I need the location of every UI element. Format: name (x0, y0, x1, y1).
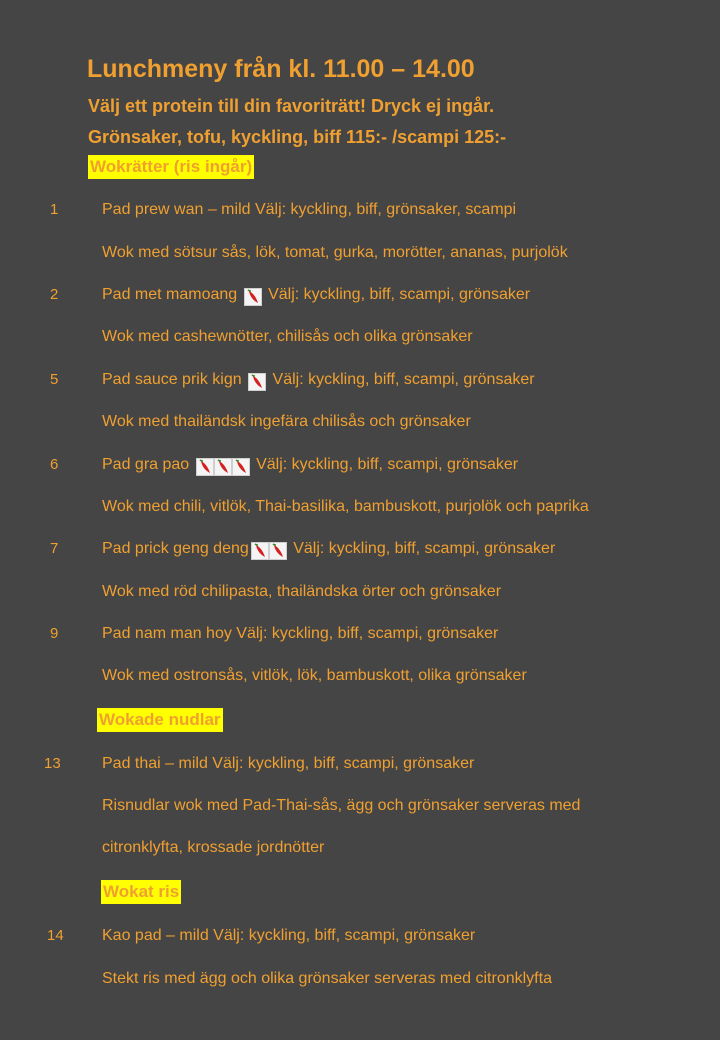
item-description: Wok med cashewnötter, chilisås och olika grönsaker (102, 328, 473, 345)
item-description: Wok med thailändsk ingefära chilisås och grönsaker (102, 413, 471, 430)
chili-rating (196, 458, 250, 476)
chili-rating (251, 542, 287, 560)
item-name: Pad prick geng deng (102, 540, 249, 557)
item-name: Pad thai – mild Välj: kyckling, biff, scampi, grönsaker (102, 755, 475, 772)
item-description: Wok med chili, vitlök, Thai-basilika, bambuskott, purjolök och paprika (102, 498, 589, 515)
item-number: 9 (50, 625, 59, 642)
item-description: Risnudlar wok med Pad-Thai-sås, ägg och grönsaker serveras med (102, 797, 581, 814)
item-name-row (102, 371, 535, 391)
menu-subtitle-protein: Välj ett protein till din favoriträtt! Dryck ej ingår. (88, 96, 495, 116)
item-description: Wok med röd chilipasta, thailändska örter och grönsaker (102, 583, 502, 600)
item-name-row (102, 540, 555, 560)
item-name: Pad sauce prik kign (102, 371, 242, 388)
item-number: 6 (50, 456, 59, 473)
item-choice: Välj: kyckling, biff, scampi, grönsaker (272, 371, 535, 388)
item-name: Pad prew wan – mild Välj: kyckling, biff, grönsaker, scampi (102, 201, 517, 218)
chili-pepper-icon (196, 458, 214, 476)
item-name: Pad gra pao (102, 456, 190, 473)
item-name-row (102, 456, 518, 476)
chili-pepper-icon (232, 458, 250, 476)
chili-pepper-icon (214, 458, 232, 476)
item-description: Wok med sötsur sås, lök, tomat, gurka, morötter, ananas, purjolök (102, 244, 568, 261)
item-choice: Välj: kyckling, biff, scampi, grönsaker (268, 286, 531, 303)
section-heading-rice: Wokat ris (101, 880, 181, 904)
menu-title: Lunchmeny från kl. 11.00 – 14.00 (87, 55, 475, 83)
chili-pepper-icon (248, 373, 266, 391)
item-number: 14 (47, 927, 64, 944)
item-number: 1 (50, 201, 59, 218)
item-description: Stekt ris med ägg och olika grönsaker serveras med citronklyfta (102, 970, 552, 987)
item-name: Pad nam man hoy Välj: kyckling, biff, scampi, grönsaker (102, 625, 499, 642)
chili-pepper-icon (244, 288, 262, 306)
item-description-continued: citronklyfta, krossade jordnötter (102, 839, 325, 856)
item-choice: Välj: kyckling, biff, scampi, grönsaker (256, 456, 519, 473)
item-number: 2 (50, 286, 59, 303)
chili-rating (244, 288, 262, 306)
section-heading-wok: Wokrätter (ris ingår) (88, 155, 254, 179)
item-description: Wok med ostronsås, vitlök, lök, bambuskott, olika grönsaker (102, 667, 527, 684)
item-name: Pad met mamoang (102, 286, 238, 303)
item-number: 5 (50, 371, 59, 388)
chili-pepper-icon (251, 542, 269, 560)
item-choice: Välj: kyckling, biff, scampi, grönsaker (293, 540, 556, 557)
item-name-row (102, 286, 530, 306)
item-name: Kao pad – mild Välj: kyckling, biff, scampi, grönsaker (102, 927, 476, 944)
chili-rating (248, 373, 266, 391)
section-heading-noodles: Wokade nudlar (97, 708, 223, 732)
chili-pepper-icon (269, 542, 287, 560)
item-number: 13 (44, 755, 61, 772)
item-number: 7 (50, 540, 59, 557)
menu-subtitle-prices: Grönsaker, tofu, kyckling, biff 115:- /scampi 125:- (88, 127, 507, 147)
